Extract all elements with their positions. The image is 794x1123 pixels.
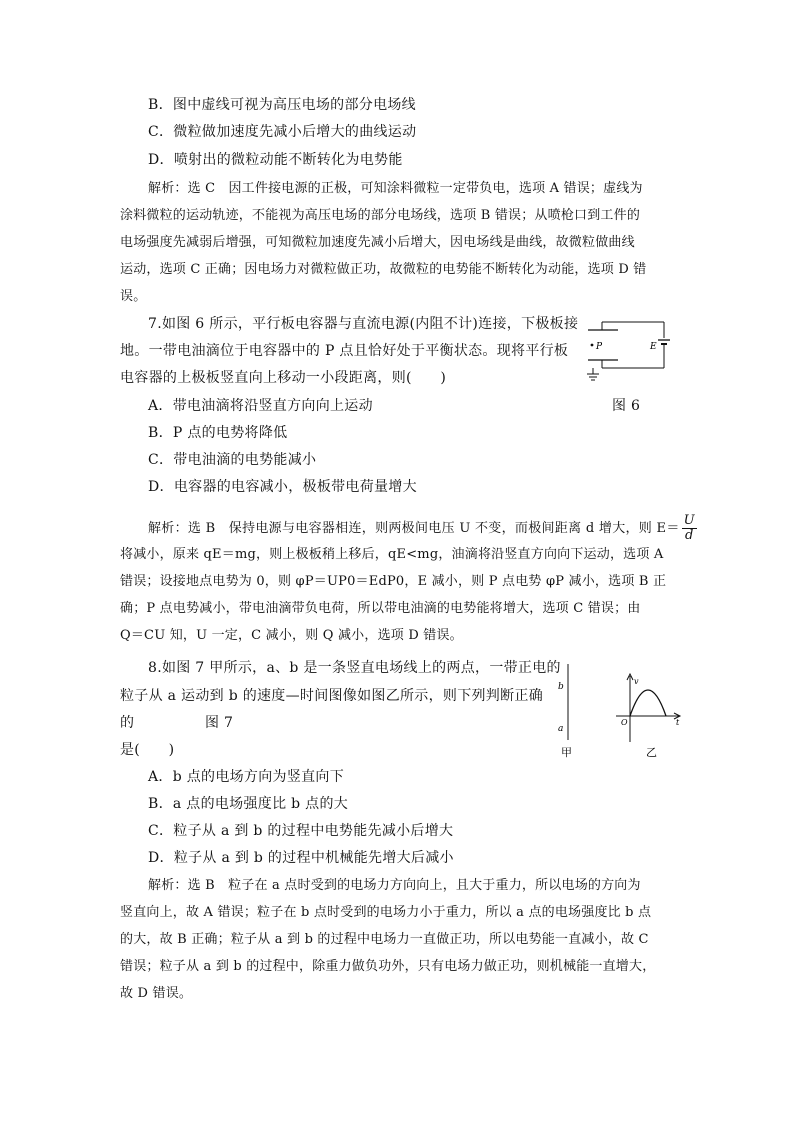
q8-analysis-line: 解析：选 B 粒子在 a 点时受到的电场力方向向上，且大于重力，所以电场的方向为 [148,878,641,893]
q6-option-b: B．图中虚线可视为高压电场的部分电场线 [148,97,416,113]
q8-stem-line: 粒子从 a 运动到 b 的速度—时间图像如图乙所示，则下列判断正确 [120,688,544,704]
figure-7-label: 图 7 [205,715,234,731]
q7-analysis-first [148,514,697,543]
q6-analysis-line: 涂料微粒的运动轨迹，不能视为高压电场的部分电场线，选项 B 错误；从喷枪口到工件的 [120,208,641,223]
label-jia: 甲 [561,746,572,759]
q8-option-b: B．a 点的电场强度比 b 点的大 [148,796,349,812]
q7-option-c: C．带电油滴的电势能减小 [148,452,317,468]
q8-analysis-line: 竖直向上，故 A 错误；粒子在 b 点时受到的电场力小于重力，所以 a 点的电场强度比 b 点 [120,905,652,920]
q7-analysis-line: 错误；设接地点电势为 0，则 φP＝UP0＝EdP0，E 减小，则 P 点电势 φP 减小，选项 B 正 [120,574,667,589]
q7-stem-line: 7.如图 6 所示，平行板电容器与直流电源(内阻不计)连接，下极板接 [148,316,579,332]
q7-option-a: A．带电油滴将沿竖直方向向上运动 [148,398,373,414]
label-yi: 乙 [646,746,657,759]
q8-option-a: A．b 点的电场方向为竖直向下 [148,769,345,785]
q8-option-d: D．粒子从 a 到 b 的过程中机械能先增大后减小 [148,850,454,866]
fraction-denominator: d [684,528,694,543]
label-e: E [650,342,657,352]
q7-analysis-text: 解析：选 B 保持电源与电容器相连，则两极间电压 U 不变，而极间距离 d 增大，则 E＝ [148,521,680,536]
label-p: P [596,342,603,352]
q8-analysis-line: 错误；粒子从 a 到 b 的过程中，除重力做负功外，只有电场力做正功，则机械能一直增大， [120,959,656,974]
point-p [591,344,594,347]
q7-analysis [120,541,680,649]
q7-stem-line: 电容器的上极板竖直向上移动一小段距离，则( ) [120,370,447,386]
q8-stem-line: 8.如图 7 甲所示，a、b 是一条竖直电场线上的两点，一带正电的 [148,660,561,676]
label-v: v [634,677,639,686]
q8-stem-line: 的 [120,715,135,731]
q6-analysis [120,175,678,310]
q6-analysis-line: 运动，选项 C 正确；因电场力对微粒做正功，故微粒的电势能不断转化为动能，选项 D 错 [120,262,647,277]
q7-analysis-line: 确；P 点电势减小，带电油滴带负电荷，所以带电油滴的电势能将增大，选项 C 错误；由 [120,601,641,616]
q8-analysis [120,872,680,1007]
q8-analysis-line: 的大，故 B 正确；粒子从 a 到 b 的过程中电场力一直做正功，所以电势能一直减小，故 C [120,932,649,947]
q7-option-d: D．电容器的电容减小，极板带电荷量增大 [148,479,417,495]
figure-7-yi-vt-graph [610,668,690,762]
q8-analysis-line: 故 D 错误。 [120,986,193,1001]
q7-analysis-line: 将减小，原来 qE＝mg，则上极板稍上移后，qE<mg，油滴将沿竖直方向向下运动，选项 A [120,547,664,562]
velocity-curve [630,690,666,716]
label-o: O [621,718,628,727]
fraction-numerator: U [683,513,695,528]
fraction-u-over-d [682,514,697,543]
label-b: b [558,682,564,692]
q7-option-b: B．P 点的电势将降低 [148,425,288,441]
label-a: a [558,724,564,734]
q6-analysis-line: 解析：选 C 因工件接电源的正极，可知涂料微粒一定带负电，选项 A 错误；虚线为 [148,181,643,196]
figure-7-jia [548,660,588,760]
figure-6-circuit [582,316,682,386]
q6-analysis-line: 误。 [120,289,147,304]
q6-analysis-line: 电场强度先减弱后增强，可知微粒加速度先减小后增大，因电场线是曲线，故微粒做曲线 [120,235,635,250]
q6-option-d: D．喷射出的微粒动能不断转化为电势能 [148,152,403,168]
q7-stem-line: 地。一带电油滴位于电容器中的 P 点且恰好处于平衡状态。现将平行板 [120,343,569,359]
q8-stem-line: 是( ) [120,742,175,758]
q6-option-c: C．微粒做加速度先减小后增大的曲线运动 [148,124,417,140]
figure-6-label: 图 6 [612,398,641,414]
label-t: t [676,718,680,727]
q8-option-c: C．粒子从 a 到 b 的过程中电势能先减小后增大 [148,823,454,839]
q7-analysis-line: Q＝CU 知，U 一定，C 减小，则 Q 减小，选项 D 错误。 [120,628,463,643]
